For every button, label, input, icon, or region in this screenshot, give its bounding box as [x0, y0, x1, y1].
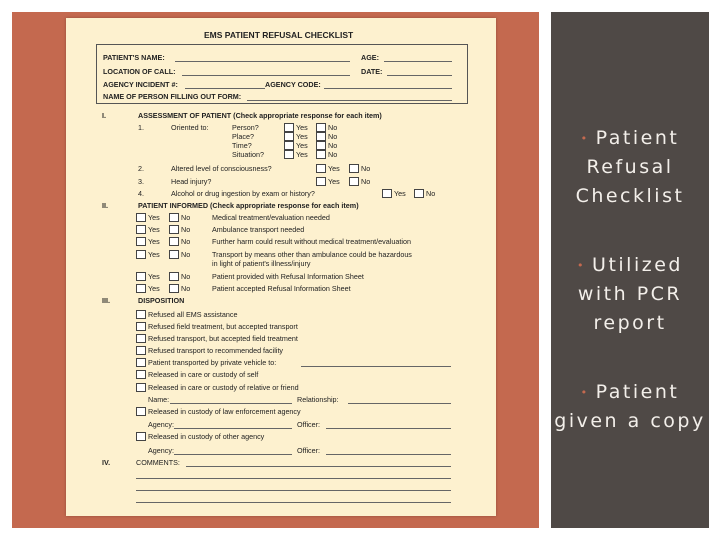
relationship-line [348, 403, 451, 404]
place-no-label: No [328, 132, 338, 141]
agency-code-line [324, 88, 452, 89]
situation-label: Situation? [232, 150, 264, 159]
agency-code-label: AGENCY CODE: [265, 80, 321, 89]
person-no-checkbox[interactable] [316, 123, 326, 132]
bullet-text: Utilized with PCR report [577, 254, 683, 334]
time-label: Time? [232, 141, 252, 150]
loc-yes-checkbox[interactable] [316, 164, 326, 173]
bullet-item [551, 378, 709, 436]
person-yes-label: Yes [296, 123, 308, 132]
situation-no-label: No [328, 150, 338, 159]
private-vehicle-line [301, 366, 451, 367]
time-yes-checkbox[interactable] [284, 141, 294, 150]
comments-line-3 [136, 490, 451, 491]
section-2-title: PATIENT INFORMED (Check appropriate response for each item) [138, 201, 359, 210]
informed-5-yes-checkbox[interactable] [136, 272, 146, 281]
place-yes-checkbox[interactable] [284, 132, 294, 141]
place-no-checkbox[interactable] [316, 132, 326, 141]
age-label: AGE: [361, 53, 379, 62]
informed-5-no-checkbox[interactable] [169, 272, 179, 281]
location-label: LOCATION OF CALL: [103, 67, 176, 76]
filler-label: NAME OF PERSON FILLING OUT FORM: [103, 92, 242, 101]
location-line [182, 75, 350, 76]
q4-number: 4. [138, 189, 144, 198]
disposition-7-checkbox[interactable] [136, 383, 146, 392]
informed-3-no-checkbox[interactable] [169, 237, 179, 246]
patient-name-line [175, 61, 350, 62]
informed-1-no-checkbox[interactable] [169, 213, 179, 222]
refusal-checklist-form [66, 18, 496, 516]
disposition-7-text: Released in care or custody of relative or friend [148, 383, 299, 392]
informed-4-no-label: No [181, 250, 191, 259]
head-injury-no-label: No [361, 177, 371, 186]
time-yes-label: Yes [296, 141, 308, 150]
name-line [170, 403, 292, 404]
informed-5-text: Patient provided with Refusal Information Sheet [212, 272, 364, 281]
disposition-6-text: Released in care or custody of self [148, 370, 259, 379]
officer-1-line [326, 428, 451, 429]
disposition-9-checkbox[interactable] [136, 432, 146, 441]
disposition-1-text: Refused all EMS assistance [148, 310, 238, 319]
patient-name-label: PATIENT'S NAME: [103, 53, 165, 62]
informed-2-yes-checkbox[interactable] [136, 225, 146, 234]
comments-line-1 [186, 466, 451, 467]
alcohol-no-label: No [426, 189, 436, 198]
disposition-8-text: Released in custody of law enforcement agency [148, 407, 301, 416]
date-line [387, 75, 452, 76]
disposition-1-checkbox[interactable] [136, 310, 146, 319]
bullet-dot-icon: • [580, 386, 590, 399]
loc-no-label: No [361, 164, 371, 173]
loc-yes-label: Yes [328, 164, 340, 173]
officer-2-label: Officer: [297, 446, 321, 455]
informed-2-no-label: No [181, 225, 191, 234]
informed-4-text-line1: Transport by means other than ambulance could be hazardous [212, 250, 412, 259]
bullet-text: Patient given a copy [554, 381, 706, 432]
agency-2-label: Agency: [148, 446, 174, 455]
form-header-box [96, 44, 468, 104]
slide-right-panel [551, 12, 709, 528]
disposition-9-text: Released in custody of other agency [148, 432, 265, 441]
bullet-text: Patient Refusal Checklist [575, 127, 685, 207]
informed-4-yes-checkbox[interactable] [136, 250, 146, 259]
disposition-2-checkbox[interactable] [136, 322, 146, 331]
bullet-item [551, 124, 709, 211]
place-label: Place? [232, 132, 254, 141]
time-no-label: No [328, 141, 338, 150]
disposition-2-text: Refused field treatment, but accepted transport [148, 322, 298, 331]
name-label: Name: [148, 395, 170, 404]
disposition-3-checkbox[interactable] [136, 334, 146, 343]
informed-1-no-label: No [181, 213, 191, 222]
agency-2-line [174, 454, 292, 455]
q3-number: 3. [138, 177, 144, 186]
head-injury-no-checkbox[interactable] [349, 177, 359, 186]
agency-1-line [174, 428, 292, 429]
date-label: DATE: [361, 67, 383, 76]
head-injury-yes-checkbox[interactable] [316, 177, 326, 186]
section-4-number: IV. [102, 458, 111, 467]
place-yes-label: Yes [296, 132, 308, 141]
comments-line-4 [136, 502, 451, 503]
age-line [384, 61, 452, 62]
informed-1-text: Medical treatment/evaluation needed [212, 213, 330, 222]
informed-1-yes-checkbox[interactable] [136, 213, 146, 222]
informed-3-no-label: No [181, 237, 191, 246]
disposition-4-checkbox[interactable] [136, 346, 146, 355]
bullet-list [551, 124, 709, 476]
alcohol-yes-checkbox[interactable] [382, 189, 392, 198]
q4-label: Alcohol or drug ingestion by exam or history? [171, 189, 315, 198]
informed-3-text: Further harm could result without medical treatment/evaluation [212, 237, 411, 246]
section-2-number: II. [102, 201, 108, 210]
section-3-title: DISPOSITION [138, 296, 185, 305]
bullet-item [551, 251, 709, 338]
informed-2-text: Ambulance transport needed [212, 225, 305, 234]
disposition-3-text: Refused transport, but accepted field treatment [148, 334, 298, 343]
officer-2-line [326, 454, 451, 455]
informed-2-no-checkbox[interactable] [169, 225, 179, 234]
informed-4-yes-label: Yes [148, 250, 160, 259]
head-injury-yes-label: Yes [328, 177, 340, 186]
informed-3-yes-checkbox[interactable] [136, 237, 146, 246]
informed-6-yes-checkbox[interactable] [136, 284, 146, 293]
filler-line [247, 100, 452, 101]
comments-label: COMMENTS: [136, 458, 180, 467]
person-no-label: No [328, 123, 338, 132]
disposition-8-checkbox[interactable] [136, 407, 146, 416]
q3-label: Head injury? [171, 177, 212, 186]
time-no-checkbox[interactable] [316, 141, 326, 150]
informed-2-yes-label: Yes [148, 225, 160, 234]
informed-6-no-checkbox[interactable] [169, 284, 179, 293]
section-1-number: I. [102, 111, 106, 120]
disposition-4-text: Refused transport to recommended facility [148, 346, 284, 355]
agency-1-label: Agency: [148, 420, 174, 429]
bullet-dot-icon: • [580, 132, 590, 145]
informed-4-no-checkbox[interactable] [169, 250, 179, 259]
person-label: Person? [232, 123, 259, 132]
section-3-number: III. [102, 296, 110, 305]
section-1-title: ASSESSMENT OF PATIENT (Check appropriate response for each item) [138, 111, 382, 120]
informed-6-text: Patient accepted Refusal Information Sheet [212, 284, 351, 293]
bullet-dot-icon: • [577, 259, 587, 272]
incident-line [185, 88, 265, 89]
informed-3-yes-label: Yes [148, 237, 160, 246]
q2-number: 2. [138, 164, 144, 173]
informed-5-no-label: No [181, 272, 191, 281]
informed-6-no-label: No [181, 284, 191, 293]
situation-yes-label: Yes [296, 150, 308, 159]
q1-number: 1. [138, 123, 144, 132]
situation-no-checkbox[interactable] [316, 150, 326, 159]
officer-1-label: Officer: [297, 420, 321, 429]
situation-yes-checkbox[interactable] [284, 150, 294, 159]
informed-4-text-line2: in light of patient's illness/injury [212, 259, 311, 268]
alcohol-yes-label: Yes [394, 189, 406, 198]
form-title: EMS PATIENT REFUSAL CHECKLIST [204, 30, 354, 40]
informed-5-yes-label: Yes [148, 272, 160, 281]
comments-line-2 [136, 478, 451, 479]
loc-no-checkbox[interactable] [349, 164, 359, 173]
disposition-6-checkbox[interactable] [136, 370, 146, 379]
informed-6-yes-label: Yes [148, 284, 160, 293]
incident-label: AGENCY INCIDENT #: [103, 80, 178, 89]
person-yes-checkbox[interactable] [284, 123, 294, 132]
q1-label: Oriented to: [171, 123, 209, 132]
alcohol-no-checkbox[interactable] [414, 189, 424, 198]
disposition-5-text: Patient transported by private vehicle to: [148, 358, 277, 367]
relationship-label: Relationship: [297, 395, 339, 404]
q2-label: Altered level of consciousness? [171, 164, 272, 173]
informed-1-yes-label: Yes [148, 213, 160, 222]
disposition-5-checkbox[interactable] [136, 358, 146, 367]
